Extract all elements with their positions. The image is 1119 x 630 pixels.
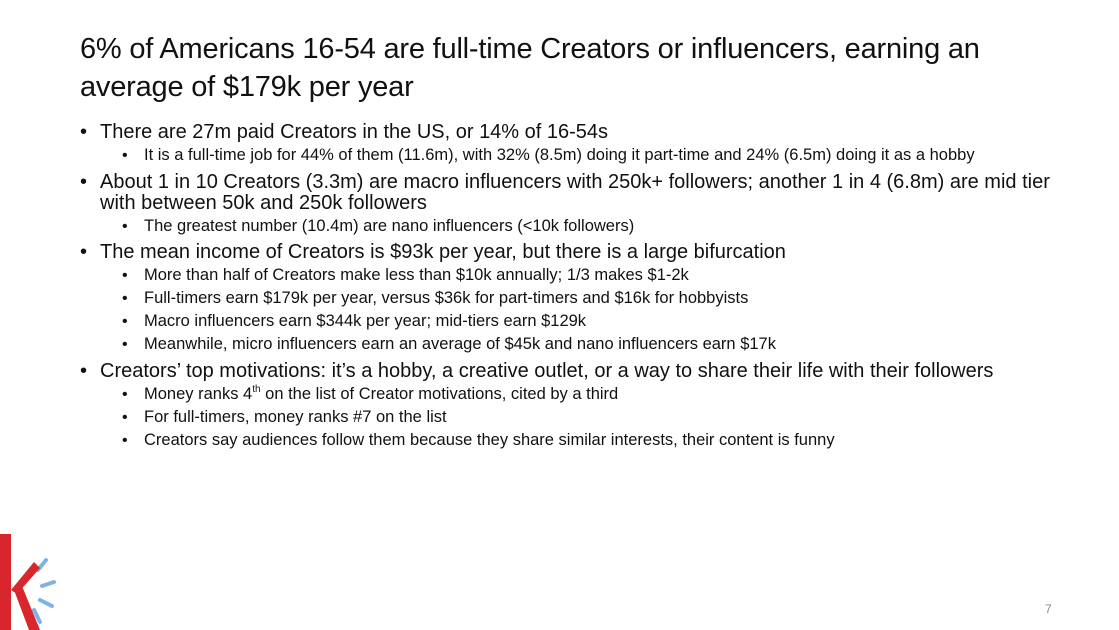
bullet-icon: • <box>80 121 88 143</box>
sub-bullet-item <box>100 267 1063 285</box>
bullet-icon: • <box>122 267 128 284</box>
sub-bullet-text: Meanwhile, micro influencers earn an average of $45k and nano influencers earn $17k <box>144 335 776 353</box>
sub-bullet-text-part: on the list of Creator motivations, cited by a third <box>260 384 619 403</box>
sub-bullet-list <box>100 147 1063 165</box>
sub-bullet-list <box>100 267 1063 354</box>
sub-bullet-text: Full-timers earn $179k per year, versus $36k for part-timers and $16k for hobbyists <box>144 289 749 307</box>
sub-bullet-item <box>100 218 1063 236</box>
bullet-icon: • <box>122 431 128 449</box>
bullet-list <box>78 122 1063 449</box>
sub-bullet-list <box>100 383 1063 450</box>
bullet-icon: • <box>80 170 88 193</box>
bullet-icon: • <box>122 290 128 307</box>
sub-bullet-text: Creators say audiences follow them because they share similar interests, their content is funny <box>144 430 835 449</box>
slide-content <box>78 122 1063 456</box>
bullet-icon: • <box>122 385 128 403</box>
page-number: 7 <box>1045 602 1052 616</box>
sub-bullet-text: Macro influencers earn $344k per year; mid-tiers earn $129k <box>144 312 587 330</box>
bullet-icon: • <box>122 147 128 164</box>
sub-bullet-item <box>100 313 1063 331</box>
sub-bullet-item <box>100 290 1063 308</box>
sub-bullet-text: It is a full-time job for 44% of them (11.6m), with 32% (8.5m) doing it part-time and 24% (6.5m) doing it as a hobby <box>144 146 975 164</box>
bullet-text: Creators’ top motivations: it’s a hobby, a creative outlet, or a way to share their life with their followers <box>100 359 994 382</box>
bullet-icon: • <box>122 217 128 235</box>
bullet-item <box>78 122 1063 165</box>
ordinal-suffix: th <box>252 383 261 395</box>
bullet-icon: • <box>122 408 128 426</box>
bullet-icon: • <box>80 359 88 382</box>
bullet-icon: • <box>80 241 88 263</box>
slide-title: 6% of Americans 16-54 are full-time Creators or influencers, earning an average of $179k per year <box>80 33 980 103</box>
sub-bullet-item <box>100 383 1063 404</box>
sub-bullet-item <box>100 147 1063 165</box>
bullet-icon: • <box>122 313 128 330</box>
bullet-item <box>78 172 1063 236</box>
bullet-item <box>78 361 1063 450</box>
logo-letter <box>0 534 40 630</box>
sub-bullet-text: For full-timers, money ranks #7 on the list <box>144 407 447 426</box>
sub-bullet-text: More than half of Creators make less than $10k annually; 1/3 makes $1-2k <box>144 266 689 284</box>
sub-bullet-text: The greatest number (10.4m) are nano influencers (<10k followers) <box>144 216 635 235</box>
bullet-icon: • <box>122 336 128 353</box>
k-logo-icon <box>0 530 60 630</box>
sub-bullet-item <box>100 432 1063 450</box>
bullet-text: The mean income of Creators is $93k per year, but there is a large bifurcation <box>100 241 786 263</box>
sub-bullet-list <box>100 218 1063 236</box>
sub-bullet-text-part: Money ranks 4 <box>144 384 253 403</box>
sub-bullet-text <box>144 385 618 403</box>
sub-bullet-item <box>100 336 1063 354</box>
bullet-text: About 1 in 10 Creators (3.3m) are macro influencers with 250k+ followers; another 1 in 4 (6.8m) are mid tier with between 50k and 250k followers <box>100 170 1050 214</box>
sub-bullet-item <box>100 409 1063 427</box>
bullet-text: There are 27m paid Creators in the US, or 14% of 16-54s <box>100 121 609 143</box>
bullet-item <box>78 242 1063 354</box>
